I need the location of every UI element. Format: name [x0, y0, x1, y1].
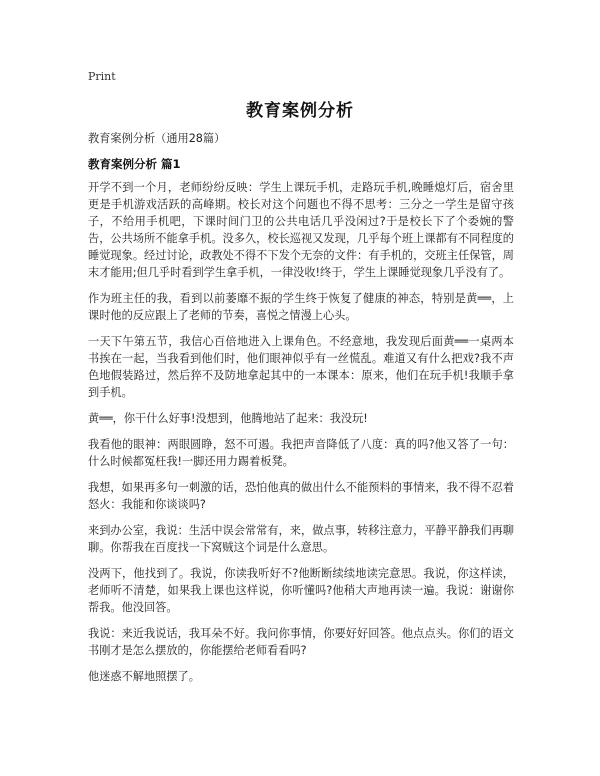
paragraph: 我想，如果再多句一刺激的话，恐怕他真的做出什么不能预料的事情来，我不得不忍着怒火：我能和你谈谈吗?	[88, 481, 514, 511]
paragraph: 开学不到一个月，老师纷纷反映：学生上课玩手机，走路玩手机,晚睡熄灯后，宿舍里更是手机游戏活跃的高峰期。校长对这个问题也不得不思考：三分之一学生是留守孩子，不给用手机吧，下课时间门卫的公共电话几乎没闲过?于是校长下了个委婉的警告，公共场所不能拿手机。没多久，校长巡视又发现，几乎每个班上课都有不同程度的睡觉现象。经过讨论，政教处不得不下发个无奈的文件：有手机的，交班主任保管，周末才能用;但几乎时看到学生拿手机，一律没收!终于，学生上课睡觉现象几乎没有了。	[88, 181, 514, 279]
paragraph: 我看他的眼神：两眼圆睁，怒不可遏。我把声音降低了八度：真的吗?他又答了一句：什么时候都冤枉我!一脚还用力踢着板凳。	[88, 438, 514, 468]
paragraph: 我说：来近我说话，我耳朵不好。我问你事情，你要好好回答。他点点头。你们的语文书刚才是怎么摆放的，你能摆给老师看看吗?	[88, 627, 514, 657]
document-subtitle: 教育案例分析（通用28篇）	[88, 132, 226, 145]
page-title: 教育案例分析	[246, 101, 354, 121]
paragraph: 作为班主任的我，看到以前萎靡不振的学生终于恢复了健康的神态，特别是黄══，上课时他的反应跟上了老师的节奏，喜悦之情漫上心头。	[88, 292, 514, 322]
paragraph: 他迷惑不解地照摆了。	[88, 670, 200, 683]
print-link[interactable]: Print	[88, 70, 116, 83]
paragraph: 来到办公室，我说：生活中误会常常有，来，做点事，转移注意力，平静平静我们再聊聊。你帮我在百度找一下窝贼这个词是什么意思。	[88, 524, 514, 554]
paragraph: 没两下，他找到了。我说，你读我听好不?他断断续续地读完意思。我说，你这样读，老师听不清楚，如果我上课也这样说，你听懂吗?他稍大声地再读一遍。我说：谢谢你帮我。他没回答。	[88, 567, 514, 614]
paragraph: 一天下午第五节，我信心百倍地进入上课角色。不经意地，我发现后面黄══一桌两本书挨在一起，当我看到他们时，他们眼神似乎有一丝慌乱。难道又有什么把戏?我不声色地假装路过，然后猝不及防地拿起其中的一本课本：原来，他们在玩手机!我顺手拿到手机。	[88, 335, 514, 399]
paragraph: 黄══，你干什么好事!没想到，他腾地站了起来：我没玩!	[88, 412, 368, 425]
section-heading: 教育案例分析 篇1	[88, 157, 181, 171]
document-body	[88, 130, 514, 694]
